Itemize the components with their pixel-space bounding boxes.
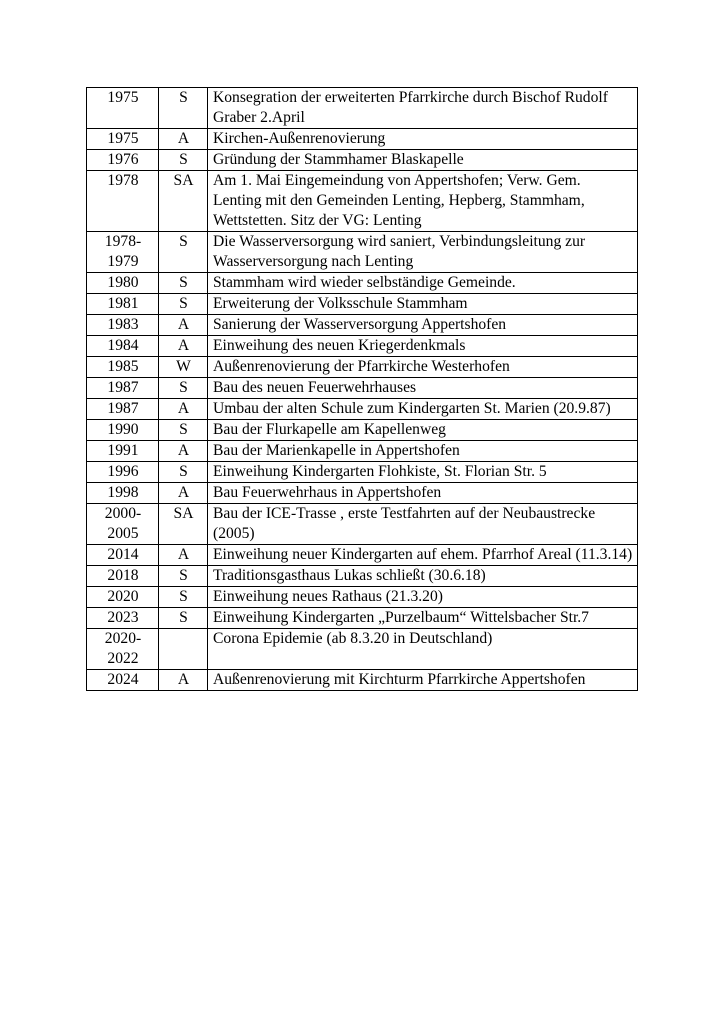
year-cell: 2024 [87, 670, 159, 691]
table-row [87, 378, 638, 399]
location-code-cell: S [159, 232, 208, 273]
event-cell: Außenrenovierung der Pfarrkirche Westerhofen [208, 357, 638, 378]
event-cell: Bau des neuen Feuerwehrhauses [208, 378, 638, 399]
event-cell: Bau der ICE-Trasse , erste Testfahrten auf der Neubaustrecke (2005) [208, 504, 638, 545]
year-cell: 2000-2005 [87, 504, 159, 545]
year-cell: 2023 [87, 608, 159, 629]
event-cell: Einweihung Kindergarten Flohkiste, St. Florian Str. 5 [208, 462, 638, 483]
table-row [87, 566, 638, 587]
chronicle-table-body [87, 88, 638, 691]
table-row [87, 150, 638, 171]
event-cell: Sanierung der Wasserversorgung Appertshofen [208, 315, 638, 336]
table-row [87, 357, 638, 378]
table-row [87, 504, 638, 545]
event-cell: Einweihung neues Rathaus (21.3.20) [208, 587, 638, 608]
location-code-cell: A [159, 545, 208, 566]
event-cell: Corona Epidemie (ab 8.3.20 in Deutschland) [208, 629, 638, 670]
year-cell: 1978 [87, 171, 159, 232]
location-code-cell: S [159, 420, 208, 441]
year-cell: 2020-2022 [87, 629, 159, 670]
year-cell: 2020 [87, 587, 159, 608]
event-cell: Einweihung des neuen Kriegerdenkmals [208, 336, 638, 357]
location-code-cell: S [159, 294, 208, 315]
location-code-cell: W [159, 357, 208, 378]
year-cell: 2014 [87, 545, 159, 566]
year-cell: 1987 [87, 378, 159, 399]
location-code-cell: S [159, 462, 208, 483]
event-cell: Am 1. Mai Eingemeindung von Appertshofen; Verw. Gem. Lenting mit den Gemeinden Lenting, Hepberg, Stammham, Wettstetten. Sitz der VG: Lenting [208, 171, 638, 232]
location-code-cell: S [159, 587, 208, 608]
year-cell: 1976 [87, 150, 159, 171]
table-row [87, 171, 638, 232]
location-code-cell: S [159, 150, 208, 171]
event-cell: Bau Feuerwehrhaus in Appertshofen [208, 483, 638, 504]
table-row [87, 336, 638, 357]
location-code-cell: S [159, 273, 208, 294]
location-code-cell: A [159, 336, 208, 357]
year-cell: 1984 [87, 336, 159, 357]
event-cell: Bau der Marienkapelle in Appertshofen [208, 441, 638, 462]
event-cell: Stammham wird wieder selbständige Gemeinde. [208, 273, 638, 294]
table-row [87, 670, 638, 691]
table-row [87, 462, 638, 483]
event-cell: Einweihung Kindergarten „Purzelbaum“ Wittelsbacher Str.7 [208, 608, 638, 629]
location-code-cell: SA [159, 171, 208, 232]
table-row [87, 273, 638, 294]
year-cell: 1983 [87, 315, 159, 336]
table-row [87, 629, 638, 670]
chronicle-table [86, 87, 638, 691]
location-code-cell: SA [159, 504, 208, 545]
event-cell: Erweiterung der Volksschule Stammham [208, 294, 638, 315]
year-cell: 1996 [87, 462, 159, 483]
event-cell: Traditionsgasthaus Lukas schließt (30.6.18) [208, 566, 638, 587]
year-cell: 1980 [87, 273, 159, 294]
location-code-cell: A [159, 483, 208, 504]
year-cell: 1985 [87, 357, 159, 378]
year-cell: 1987 [87, 399, 159, 420]
table-row [87, 294, 638, 315]
location-code-cell: A [159, 670, 208, 691]
location-code-cell: A [159, 129, 208, 150]
year-cell: 1998 [87, 483, 159, 504]
location-code-cell: S [159, 566, 208, 587]
year-cell: 1981 [87, 294, 159, 315]
event-cell: Gründung der Stammhamer Blaskapelle [208, 150, 638, 171]
table-row [87, 441, 638, 462]
event-cell: Bau der Flurkapelle am Kapellenweg [208, 420, 638, 441]
table-row [87, 420, 638, 441]
table-row [87, 399, 638, 420]
table-row [87, 232, 638, 273]
location-code-cell: S [159, 88, 208, 129]
event-cell: Die Wasserversorgung wird saniert, Verbindungsleitung zur Wasserversorgung nach Lenting [208, 232, 638, 273]
year-cell: 1990 [87, 420, 159, 441]
table-row [87, 88, 638, 129]
location-code-cell: A [159, 441, 208, 462]
location-code-cell: S [159, 608, 208, 629]
year-cell: 1975 [87, 88, 159, 129]
event-cell: Umbau der alten Schule zum Kindergarten St. Marien (20.9.87) [208, 399, 638, 420]
location-code-cell [159, 629, 208, 670]
year-cell: 1975 [87, 129, 159, 150]
table-row [87, 483, 638, 504]
location-code-cell: S [159, 378, 208, 399]
event-cell: Kirchen-Außenrenovierung [208, 129, 638, 150]
year-cell: 1978-1979 [87, 232, 159, 273]
event-cell: Außenrenovierung mit Kirchturm Pfarrkirche Appertshofen [208, 670, 638, 691]
table-row [87, 608, 638, 629]
year-cell: 2018 [87, 566, 159, 587]
location-code-cell: A [159, 399, 208, 420]
event-cell: Konsegration der erweiterten Pfarrkirche durch Bischof Rudolf Graber 2.April [208, 88, 638, 129]
table-row [87, 129, 638, 150]
table-row [87, 587, 638, 608]
table-row [87, 545, 638, 566]
event-cell: Einweihung neuer Kindergarten auf ehem. Pfarrhof Areal (11.3.14) [208, 545, 638, 566]
location-code-cell: A [159, 315, 208, 336]
table-row [87, 315, 638, 336]
year-cell: 1991 [87, 441, 159, 462]
